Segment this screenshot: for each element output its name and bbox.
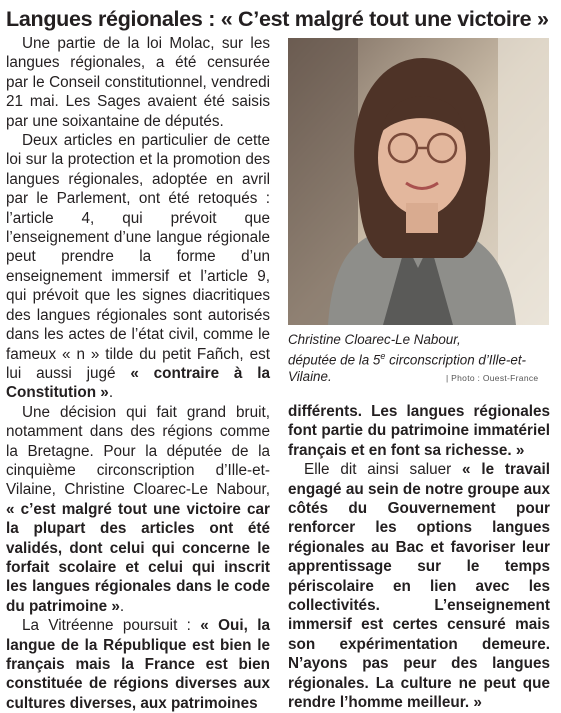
paragraph-2-quote: « contraire à la Constitution » [6, 364, 271, 402]
paragraph-6 [288, 460, 550, 712]
caption-role-sup: e [380, 351, 386, 361]
paragraph-4-quote: « Oui, la langue de la République est bien le français mais la France est bien constituée de régions diverses aux cultures diverses, aux patrimoines [6, 617, 270, 712]
paragraph-5 [288, 402, 550, 460]
paragraph-3-quote: « c’est malgré tout une victoire car la plupart des articles ont été validés, dont celui qui concerne le forfait scolaire et celui qui inscrit les langues régionales dans le code du patrimoine » [6, 500, 270, 615]
article-column-right [288, 402, 550, 713]
paragraph-2-end: . [108, 384, 114, 402]
paragraph-5-quote: différents. Les langues régionales font partie du patrimoine immatériel français et en font sa richesse. » [288, 403, 550, 459]
article-title: Langues régionales : « C’est malgré tout une victoire » [6, 7, 549, 31]
paragraph-2 [6, 131, 270, 403]
paragraph-4 [6, 616, 270, 713]
paragraph-1 [6, 34, 270, 131]
paragraph-3-end: . [119, 597, 125, 615]
photo-credit: | Photo : Ouest-France [446, 373, 539, 383]
paragraph-4-text: La Vitréenne poursuit : [22, 617, 201, 635]
paragraph-2-text: Deux articles en particulier de cette loi sur la protection et la promotion des langues régionales, adoptée en avril par le Parlement, ont été retoqués : l’article 4, qui prévoit que l’enseignement d’une langue régionale peut prendre la forme d’un enseignement immersif et l’article 9, qui prévoit que les signes diacritiques des langues régionales sont autorisés dans les actes de l’état civil, comme le fameux « n » tilde du petit Fañch, est lui aussi jugé [6, 132, 270, 382]
article-column-left [6, 34, 270, 713]
portrait-illustration [288, 38, 549, 325]
paragraph-1-text: Une partie de la loi Molac, sur les langues régionales, a été censurée par le Conseil constitutionnel, vendredi 21 mai. Les Sages avaient été saisis par une soixantaine de députés. [6, 35, 270, 130]
caption-name: Christine Cloarec-Le Nabour, [288, 332, 461, 347]
caption-role: députée de la 5 [288, 352, 381, 368]
paragraph-3-text: Une décision qui fait grand bruit, notamment dans des régions comme la Bretagne. Pour la députée de la cinquième circonscription d’Ille-et-Vilaine, Christine Cloarec-Le Nabour, [6, 403, 270, 499]
paragraph-6-quote: « le travail engagé au sein de notre groupe aux côtés du Gouvernement pour renforcer les options langues régionales au Bac et favoriser leur apprentissage sur le temps périscolaire en lien avec les collectivités. L’enseignement immersif est certes censuré mais son expérimentation demeure. N’ayons pas peur des langues régionales. La culture ne peut que rendre l’homme meilleur. » [288, 461, 550, 712]
paragraph-3 [6, 403, 270, 616]
caption-role-rest: circonscription d’Ille-et-Vilaine. [288, 352, 527, 385]
paragraph-6-text: Elle dit ainsi saluer [304, 461, 463, 479]
portrait-photo [288, 38, 549, 325]
